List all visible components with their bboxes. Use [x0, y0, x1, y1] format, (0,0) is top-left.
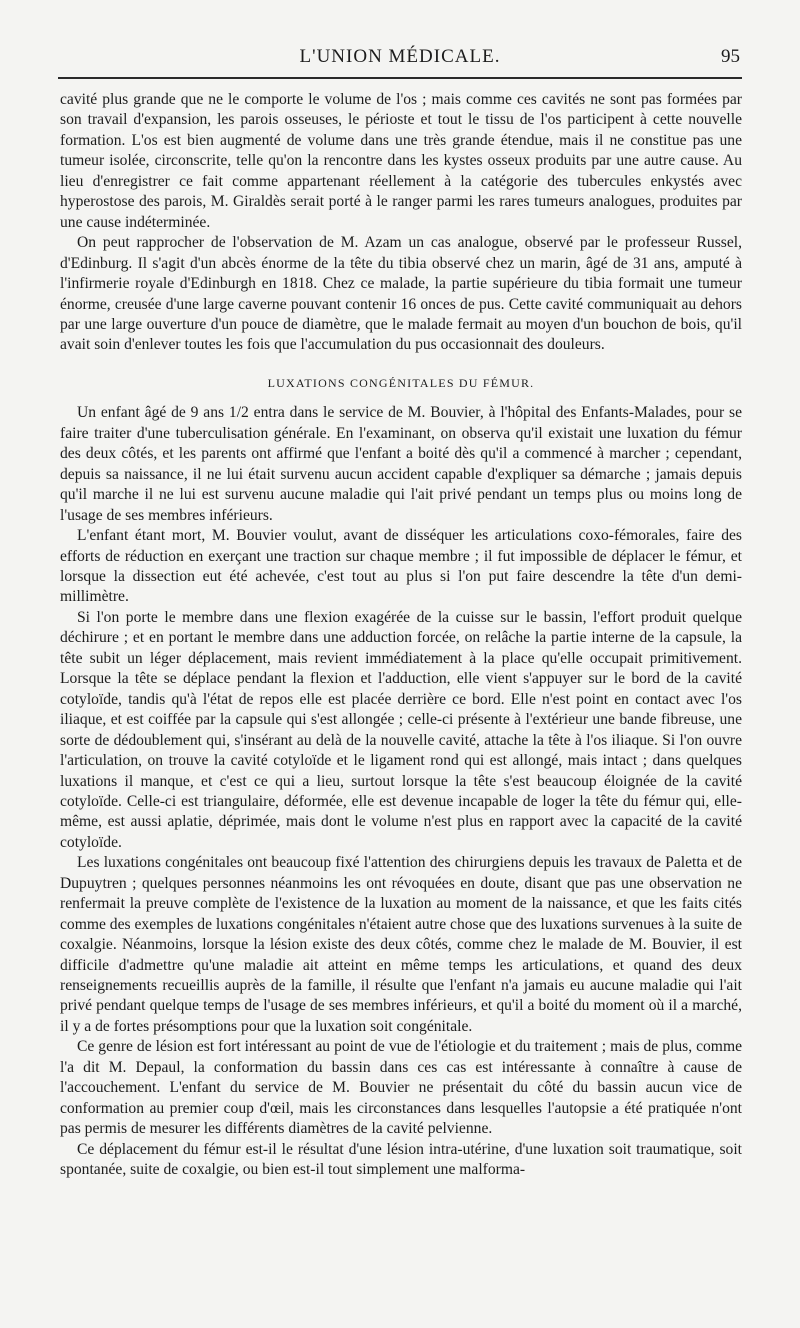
page-number: 95 [721, 46, 740, 67]
paragraph: Ce déplacement du fémur est-il le résultat d'une lésion intra-utérine, d'une luxation soit traumatique, soit spontanée, suite de coxalgie, ou bien est-il tout simplement une malforma- [60, 1140, 742, 1179]
paragraph: Un enfant âgé de 9 ans 1/2 entra dans le service de M. Bouvier, à l'hôpital des Enfants-Malades, pour se faire traiter d'une tuberculisation générale. En l'examinant, on observa qu'il existait une luxation du fémur des deux côtés, et les parents ont affirmé que l'enfant a boité dès qu'il a commencé à marcher ; cependant, depuis sa naissance, il ne lui était survenu aucun accident capable d'expliquer sa démarche ; jamais depuis qu'il marche il ne lui est survenu aucune maladie qui l'ait privé pendant un temps plus ou moins long de l'usage de ses membres inférieurs. [60, 404, 742, 524]
paragraph: Les luxations congénitales ont beaucoup fixé l'attention des chirurgiens depuis les travaux de Paletta et de Dupuytren ; quelques personnes néanmoins les ont révoquées en doute, disant que pas une observation ne renfermait la preuve complète de l'existence de la luxation au moment de la naissance, et que les faits cités comme des exemples de luxations congénitales n'étaient autre chose que des luxations survenues à la suite de coxalgie. Néanmoins, lorsque la lésion existe des deux côtés, comme chez le malade de M. Bouvier, il est difficile d'admettre qu'une maladie ait atteint en même temps les articulations, et quand des deux renseignements recueillis auprès de la famille, il résulte que l'enfant n'a jamais eu aucune maladie qui l'ait privé pendant quelque temps de l'usage de ses membres inférieurs, et qu'il a boité du moment où il a marché, il y a de fortes présomptions pour que la luxation soit congénitale. [60, 854, 742, 1035]
article-body [60, 90, 742, 1181]
paragraph: cavité plus grande que ne le comporte le volume de l'os ; mais comme ces cavités ne sont pas formées par son travail d'expansion, les parois osseuses, le périoste et tout le tissu de l'os participent à cette nouvelle formation. L'os est bien augmenté de volume dans une très grande étendue, mais il ne constitue pas une tumeur isolée, circonscrite, telle qu'on la rencontre dans les kystes osseux produits par une autre cause. Au lieu d'enregistrer ce fait comme appartenant réellement à la catégorie des tubercules enkystés avec hyperostose des parois, M. Giraldès serait porté à le ranger parmi les rares tumeurs analogues, produites par une cause indéterminée. [60, 91, 742, 231]
paragraph: L'enfant étant mort, M. Bouvier voulut, avant de disséquer les articulations coxo-fémorales, faire des efforts de réduction en exerçant une traction sur chaque membre ; il fut impossible de déplacer le fémur, et lorsque la dissection eut été achevée, c'est tout au plus si l'on put faire descendre la tête d'un demi-millimètre. [60, 527, 742, 606]
running-head [58, 44, 742, 74]
paragraph: Ce genre de lésion est fort intéressant au point de vue de l'étiologie et du traitement ; mais de plus, comme l'a dit M. Depaul, la conformation du bassin dans ces cas est intéressante à connaître à cause de l'accouchement. L'enfant du service de M. Bouvier ne présentait du côté du bassin aucun vice de conformation au premier coup d'œil, mais les circonstances dans lesquelles l'autopsie a été pratiquée n'ont pas permis de mesurer les différents diamètres de la cavité pelvienne. [60, 1038, 742, 1138]
paragraph: Si l'on porte le membre dans une flexion exagérée de la cuisse sur le bassin, l'effort produit quelque déchirure ; et en portant le membre dans une adduction forcée, on relâche la partie interne de la capsule, la tête subit un léger déplacement, mais revient immédiatement à la place qu'elle occupait primitivement. Lorsque la tête se déplace pendant la flexion et l'adduction, elle vient s'appuyer sur le bord de la cavité cotyloïde, tandis qu'à l'état de repos elle est placée derrière ce bord. Elle n'est point en contact avec l'os iliaque, et est coiffée par la capsule qui s'est allongée ; celle-ci présente à l'extérieur une bande fibreuse, une sorte de dédoublement qui, s'insérant au delà de la nouvelle cavité, attache la tête à l'os iliaque. Si l'on ouvre l'articulation, on trouve la cavité cotyloïde et le ligament rond qui est allongé, mais intact ; dans quelques luxations il manque, et c'est ce qui a lieu, surtout lorsque la tête s'est beaucoup éloignée de la cavité cotyloïde. Celle-ci est triangulaire, déformée, elle est devenue incapable de loger la tête du fémur qui, elle-même, est aussi aplatie, déprimée, mais dont le volume n'est plus en rapport avec la capacité de la cavité cotyloïde. [60, 608, 742, 851]
section-heading: LUXATIONS CONGÉNITALES DU FÉMUR. [267, 375, 535, 390]
journal-title: L'UNION MÉDICALE. [299, 46, 501, 67]
paragraph: On peut rapprocher de l'observation de M. Azam un cas analogue, observé par le professeur Russel, d'Edinburg. Il s'agit d'un abcès énorme de la tête du tibia observé chez un marin, âgé de 31 ans, amputé à l'infirmerie royale d'Edinburgh en 1818. Chez ce malade, la partie supérieure du tibia formait une tumeur énorme, creusée d'une large caverne pouvant contenir 16 onces de pus. Cette cavité communiquait au dehors par une large ouverture d'un pouce de diamètre, que le malade fermait au moyen d'un bouchon de bois, qu'il avait soin d'enlever toutes les fois que l'accumulation du pus occasionnait des douleurs. [60, 234, 742, 354]
header-rule [58, 77, 742, 79]
